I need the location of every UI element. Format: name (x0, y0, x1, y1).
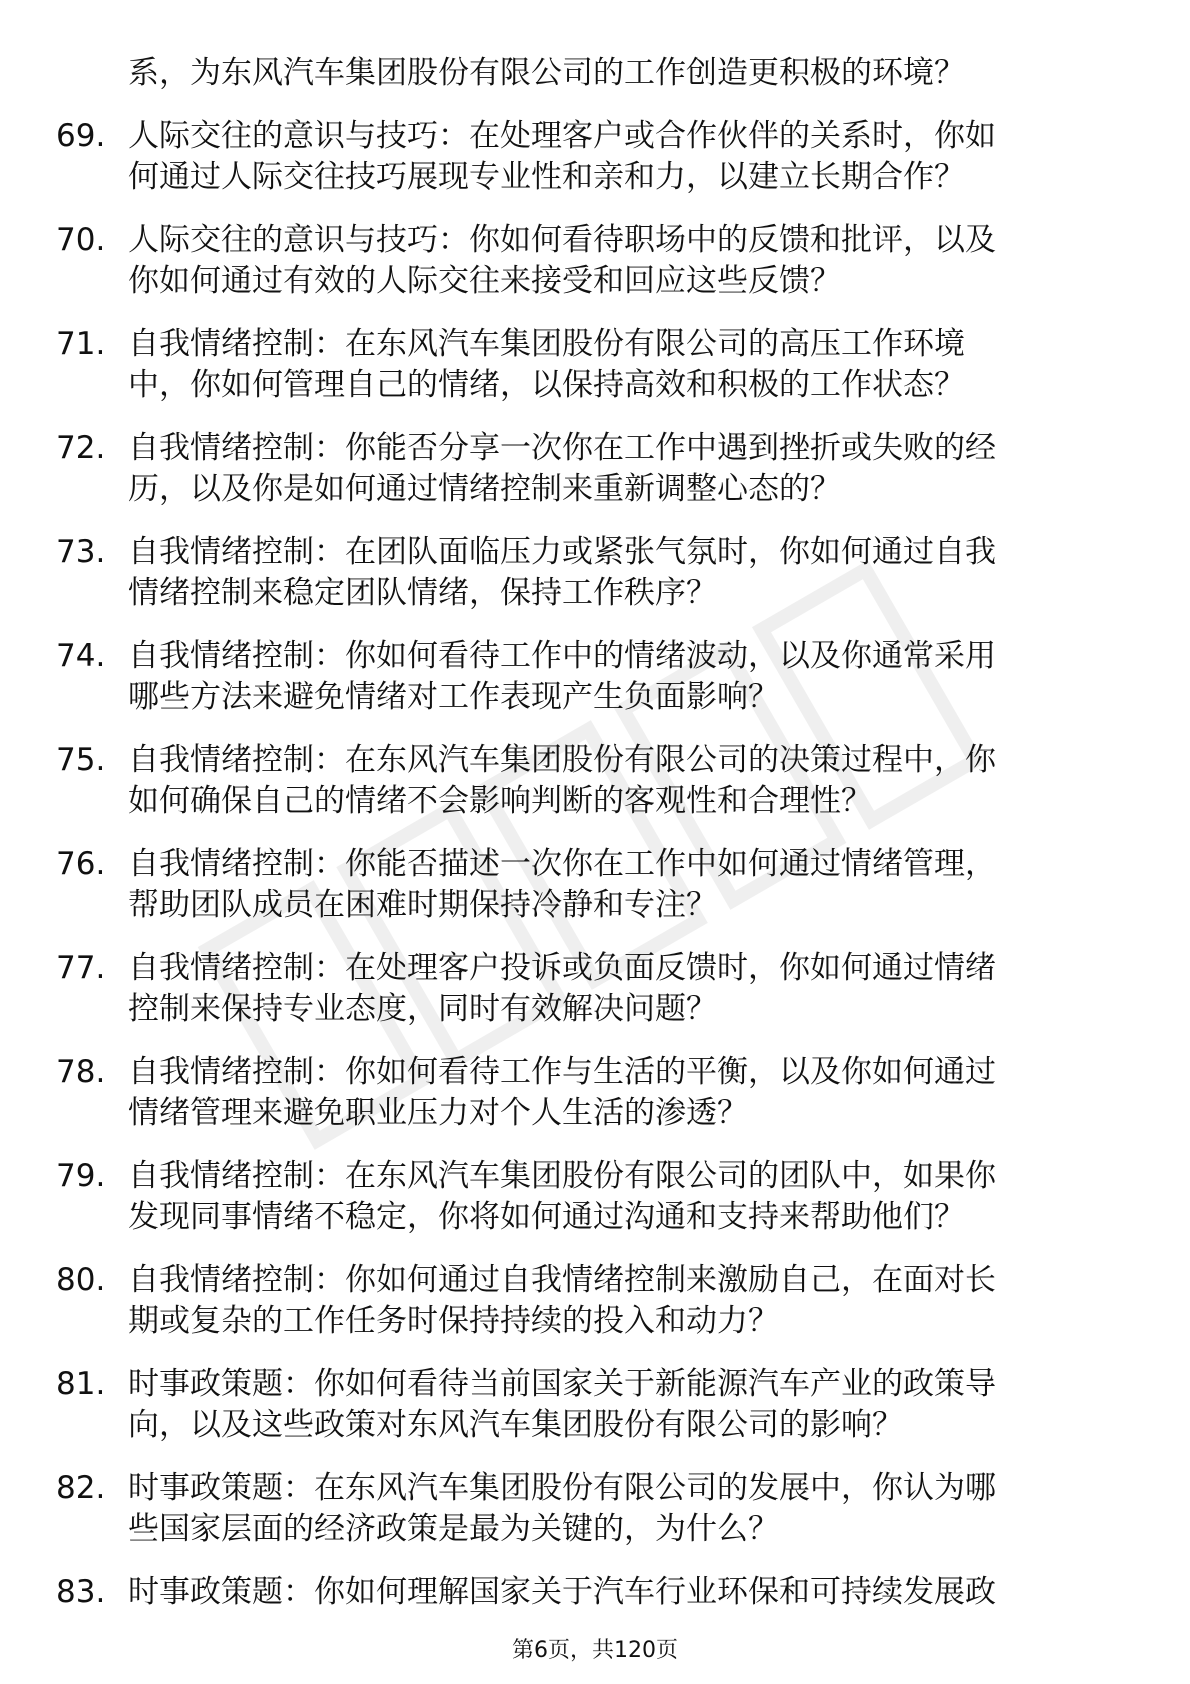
question-text-line: 自我情绪控制：在东风汽车集团股份有限公司的决策过程中，你 (128, 742, 996, 778)
question-text-line: 何通过人际交往技巧展现专业性和亲和力，以建立长期合作？ (128, 159, 965, 195)
list-item (0, 1051, 1190, 1155)
question-number: 80. (56, 1262, 106, 1298)
question-text-line: 期或复杂的工作任务时保持持续的投入和动力？ (128, 1303, 779, 1339)
question-text-line: 自我情绪控制：在东风汽车集团股份有限公司的团队中，如果你 (128, 1158, 996, 1194)
question-number: 75. (56, 742, 106, 778)
question-text-line: 自我情绪控制：你如何看待工作中的情绪波动，以及你通常采用 (128, 638, 996, 674)
question-text-line: 帮助团队成员在困难时期保持冷静和专注？ (128, 887, 717, 923)
question-text-line: 自我情绪控制：在东风汽车集团股份有限公司的高压工作环境 (128, 326, 965, 362)
question-number: 71. (56, 326, 106, 362)
question-text-line: 发现同事情绪不稳定，你将如何通过沟通和支持来帮助他们？ (128, 1199, 965, 1235)
question-text-line: 时事政策题：你如何看待当前国家关于新能源汽车产业的政策导 (128, 1366, 996, 1402)
question-number: 79. (56, 1158, 106, 1194)
question-text-line: 时事政策题：你如何理解国家关于汽车行业环保和可持续发展政 (128, 1574, 996, 1610)
question-number: 83. (56, 1574, 106, 1610)
question-text-line: 自我情绪控制：你如何通过自我情绪控制来激励自己，在面对长 (128, 1262, 996, 1298)
question-text-line: 历，以及你是如何通过情绪控制来重新调整心态的？ (128, 471, 841, 507)
question-number: 70. (56, 222, 106, 258)
list-item (0, 531, 1190, 635)
question-text-line: 如何确保自己的情绪不会影响判断的客观性和合理性？ (128, 783, 872, 819)
question-number: 74. (56, 638, 106, 674)
question-text-line: 些国家层面的经济政策是最为关键的，为什么？ (128, 1511, 779, 1547)
question-number: 69. (56, 118, 106, 154)
question-number: 73. (56, 534, 106, 570)
question-text-line: 向，以及这些政策对东风汽车集团股份有限公司的影响？ (128, 1407, 903, 1443)
question-text-line: 中，你如何管理自己的情绪，以保持高效和积极的工作状态？ (128, 367, 965, 403)
page-footer: 第6页，共120页 (512, 1638, 678, 1663)
question-text-line: 哪些方法来避免情绪对工作表现产生负面影响？ (128, 679, 779, 715)
question-text-line: 自我情绪控制：你如何看待工作与生活的平衡，以及你如何通过 (128, 1054, 996, 1090)
question-text-line: 你如何通过有效的人际交往来接受和回应这些反馈？ (128, 263, 841, 299)
list-item (0, 219, 1190, 323)
question-text-line: 时事政策题：在东风汽车集团股份有限公司的发展中，你认为哪 (128, 1470, 996, 1506)
question-text-line: 人际交往的意识与技巧：在处理客户或合作伙伴的关系时，你如 (128, 118, 996, 154)
list-item (0, 323, 1190, 427)
question-number: 81. (56, 1366, 106, 1402)
list-item (0, 1467, 1190, 1571)
list-item (0, 635, 1190, 739)
question-number: 78. (56, 1054, 106, 1090)
question-text-line: 自我情绪控制：你能否分享一次你在工作中遇到挫折或失败的经 (128, 430, 996, 466)
question-text-line: 人际交往的意识与技巧：你如何看待职场中的反馈和批评，以及 (128, 222, 996, 258)
question-text-line: 情绪管理来避免职业压力对个人生活的渗透？ (128, 1095, 748, 1131)
list-item (0, 843, 1190, 947)
list-item (0, 427, 1190, 531)
continuation-text: 系，为东风汽车集团股份有限公司的工作创造更积极的环境？ (128, 55, 965, 91)
question-number: 77. (56, 950, 106, 986)
question-number: 76. (56, 846, 106, 882)
question-list (0, 115, 1190, 1675)
list-item (0, 1259, 1190, 1363)
question-text-line: 情绪控制来稳定团队情绪，保持工作秩序？ (128, 575, 717, 611)
question-number: 82. (56, 1470, 106, 1506)
list-item (0, 115, 1190, 219)
list-item (0, 1363, 1190, 1467)
list-item (0, 947, 1190, 1051)
list-item (0, 1155, 1190, 1259)
question-number: 72. (56, 430, 106, 466)
question-text-line: 自我情绪控制：在团队面临压力或紧张气氛时，你如何通过自我 (128, 534, 996, 570)
question-text-line: 控制来保持专业态度，同时有效解决问题？ (128, 991, 717, 1027)
question-text-line: 自我情绪控制：在处理客户投诉或负面反馈时，你如何通过情绪 (128, 950, 996, 986)
question-text-line: 自我情绪控制：你能否描述一次你在工作中如何通过情绪管理， (128, 846, 996, 882)
list-item (0, 739, 1190, 843)
